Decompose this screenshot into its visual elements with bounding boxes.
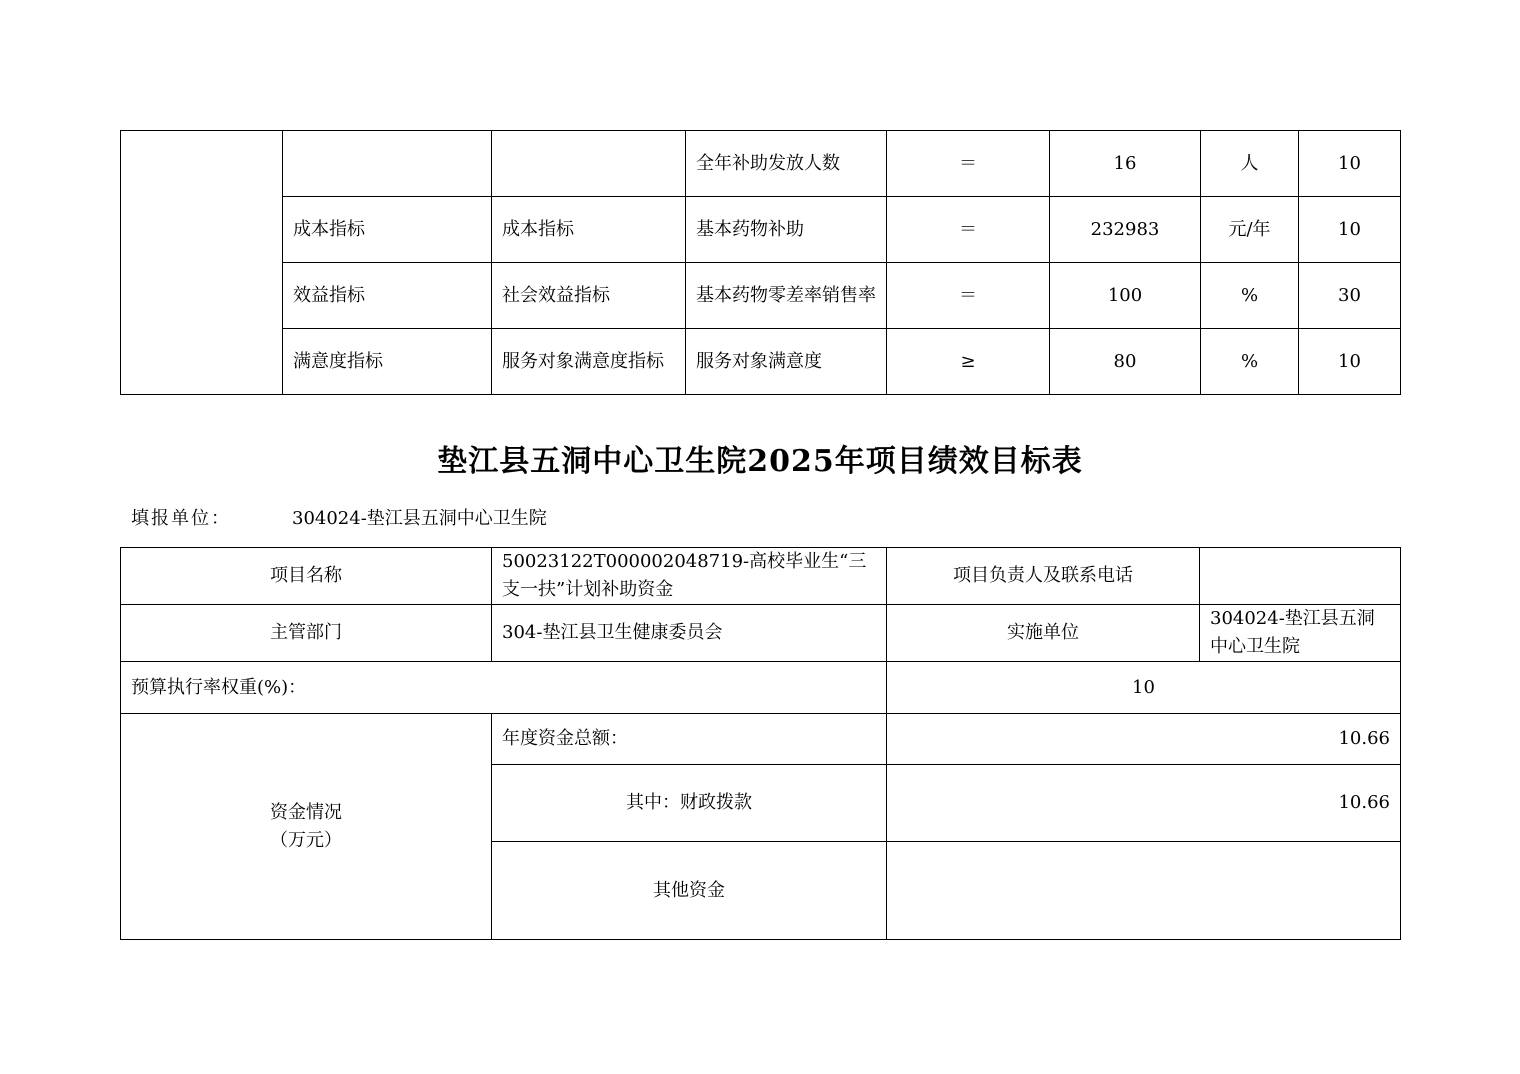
impl-unit-label: 实施单位: [887, 605, 1200, 662]
operator-cell: ＝: [887, 263, 1050, 329]
fill-unit-label: 填报单位：: [131, 508, 231, 529]
score-cell: 10: [1299, 131, 1401, 197]
funds-label-line2: （万元）: [270, 829, 342, 851]
fiscal-value: 10.66: [887, 765, 1401, 842]
table-row: [121, 329, 1401, 395]
indicator-name-cell: 全年补助发放人数: [686, 131, 887, 197]
table-row: [121, 131, 1401, 197]
unit-cell: 元/年: [1201, 197, 1299, 263]
project-info-table: [120, 547, 1401, 940]
owner-label: 项目负责人及联系电话: [887, 548, 1200, 605]
score-cell: 10: [1299, 329, 1401, 395]
table-row: [121, 548, 1401, 605]
other-funds-value: [887, 842, 1401, 940]
level2-indicator-cell: 满意度指标: [283, 329, 492, 395]
indicator-table: [120, 130, 1401, 395]
table-row: [121, 662, 1401, 714]
target-value-cell: 16: [1050, 131, 1201, 197]
level2-indicator-cell: [283, 131, 492, 197]
target-value-cell: 232983: [1050, 197, 1201, 263]
target-value-cell: 100: [1050, 263, 1201, 329]
table-row: [121, 197, 1401, 263]
project-name-value: 50023122T000002048719-高校毕业生“三支一扶”计划补助资金: [492, 548, 887, 605]
table-row: [121, 714, 1401, 765]
unit-cell: %: [1201, 263, 1299, 329]
level3-indicator-cell: 社会效益指标: [492, 263, 686, 329]
budget-rate-value: 10: [887, 662, 1401, 714]
unit-cell: %: [1201, 329, 1299, 395]
unit-cell: 人: [1201, 131, 1299, 197]
fill-unit-value: 304024-垫江县五洞中心卫生院: [292, 508, 547, 529]
operator-cell: ＝: [887, 131, 1050, 197]
owner-value: [1200, 548, 1401, 605]
indicator-name-cell: 基本药物零差率销售率: [686, 263, 887, 329]
level2-indicator-cell: 成本指标: [283, 197, 492, 263]
score-cell: 10: [1299, 197, 1401, 263]
other-funds-label: 其他资金: [492, 842, 887, 940]
project-name-label: 项目名称: [121, 548, 492, 605]
dept-label: 主管部门: [121, 605, 492, 662]
score-cell: 30: [1299, 263, 1401, 329]
page-title: 垫江县五洞中心卫生院2025年项目绩效目标表: [437, 444, 1083, 479]
indicator-name-cell: 服务对象满意度: [686, 329, 887, 395]
level1-indicator-cell: [121, 131, 283, 395]
table-row: [121, 263, 1401, 329]
funds-label-line1: 资金情况: [270, 801, 342, 823]
funds-label: [121, 714, 492, 940]
level3-indicator-cell: 成本指标: [492, 197, 686, 263]
budget-rate-label: 预算执行率权重(%)：: [121, 662, 887, 714]
operator-cell: ≥: [887, 329, 1050, 395]
target-value-cell: 80: [1050, 329, 1201, 395]
operator-cell: ＝: [887, 197, 1050, 263]
indicator-name-cell: 基本药物补助: [686, 197, 887, 263]
level2-indicator-cell: 效益指标: [283, 263, 492, 329]
annual-total-value: 10.66: [887, 714, 1401, 765]
table-row: [121, 605, 1401, 662]
fiscal-label: 其中：财政拨款: [492, 765, 887, 842]
impl-unit-value: 304024-垫江县五洞中心卫生院: [1200, 605, 1401, 662]
level3-indicator-cell: [492, 131, 686, 197]
level3-indicator-cell: 服务对象满意度指标: [492, 329, 686, 395]
annual-total-label: 年度资金总额：: [492, 714, 887, 765]
dept-value: 304-垫江县卫生健康委员会: [492, 605, 887, 662]
